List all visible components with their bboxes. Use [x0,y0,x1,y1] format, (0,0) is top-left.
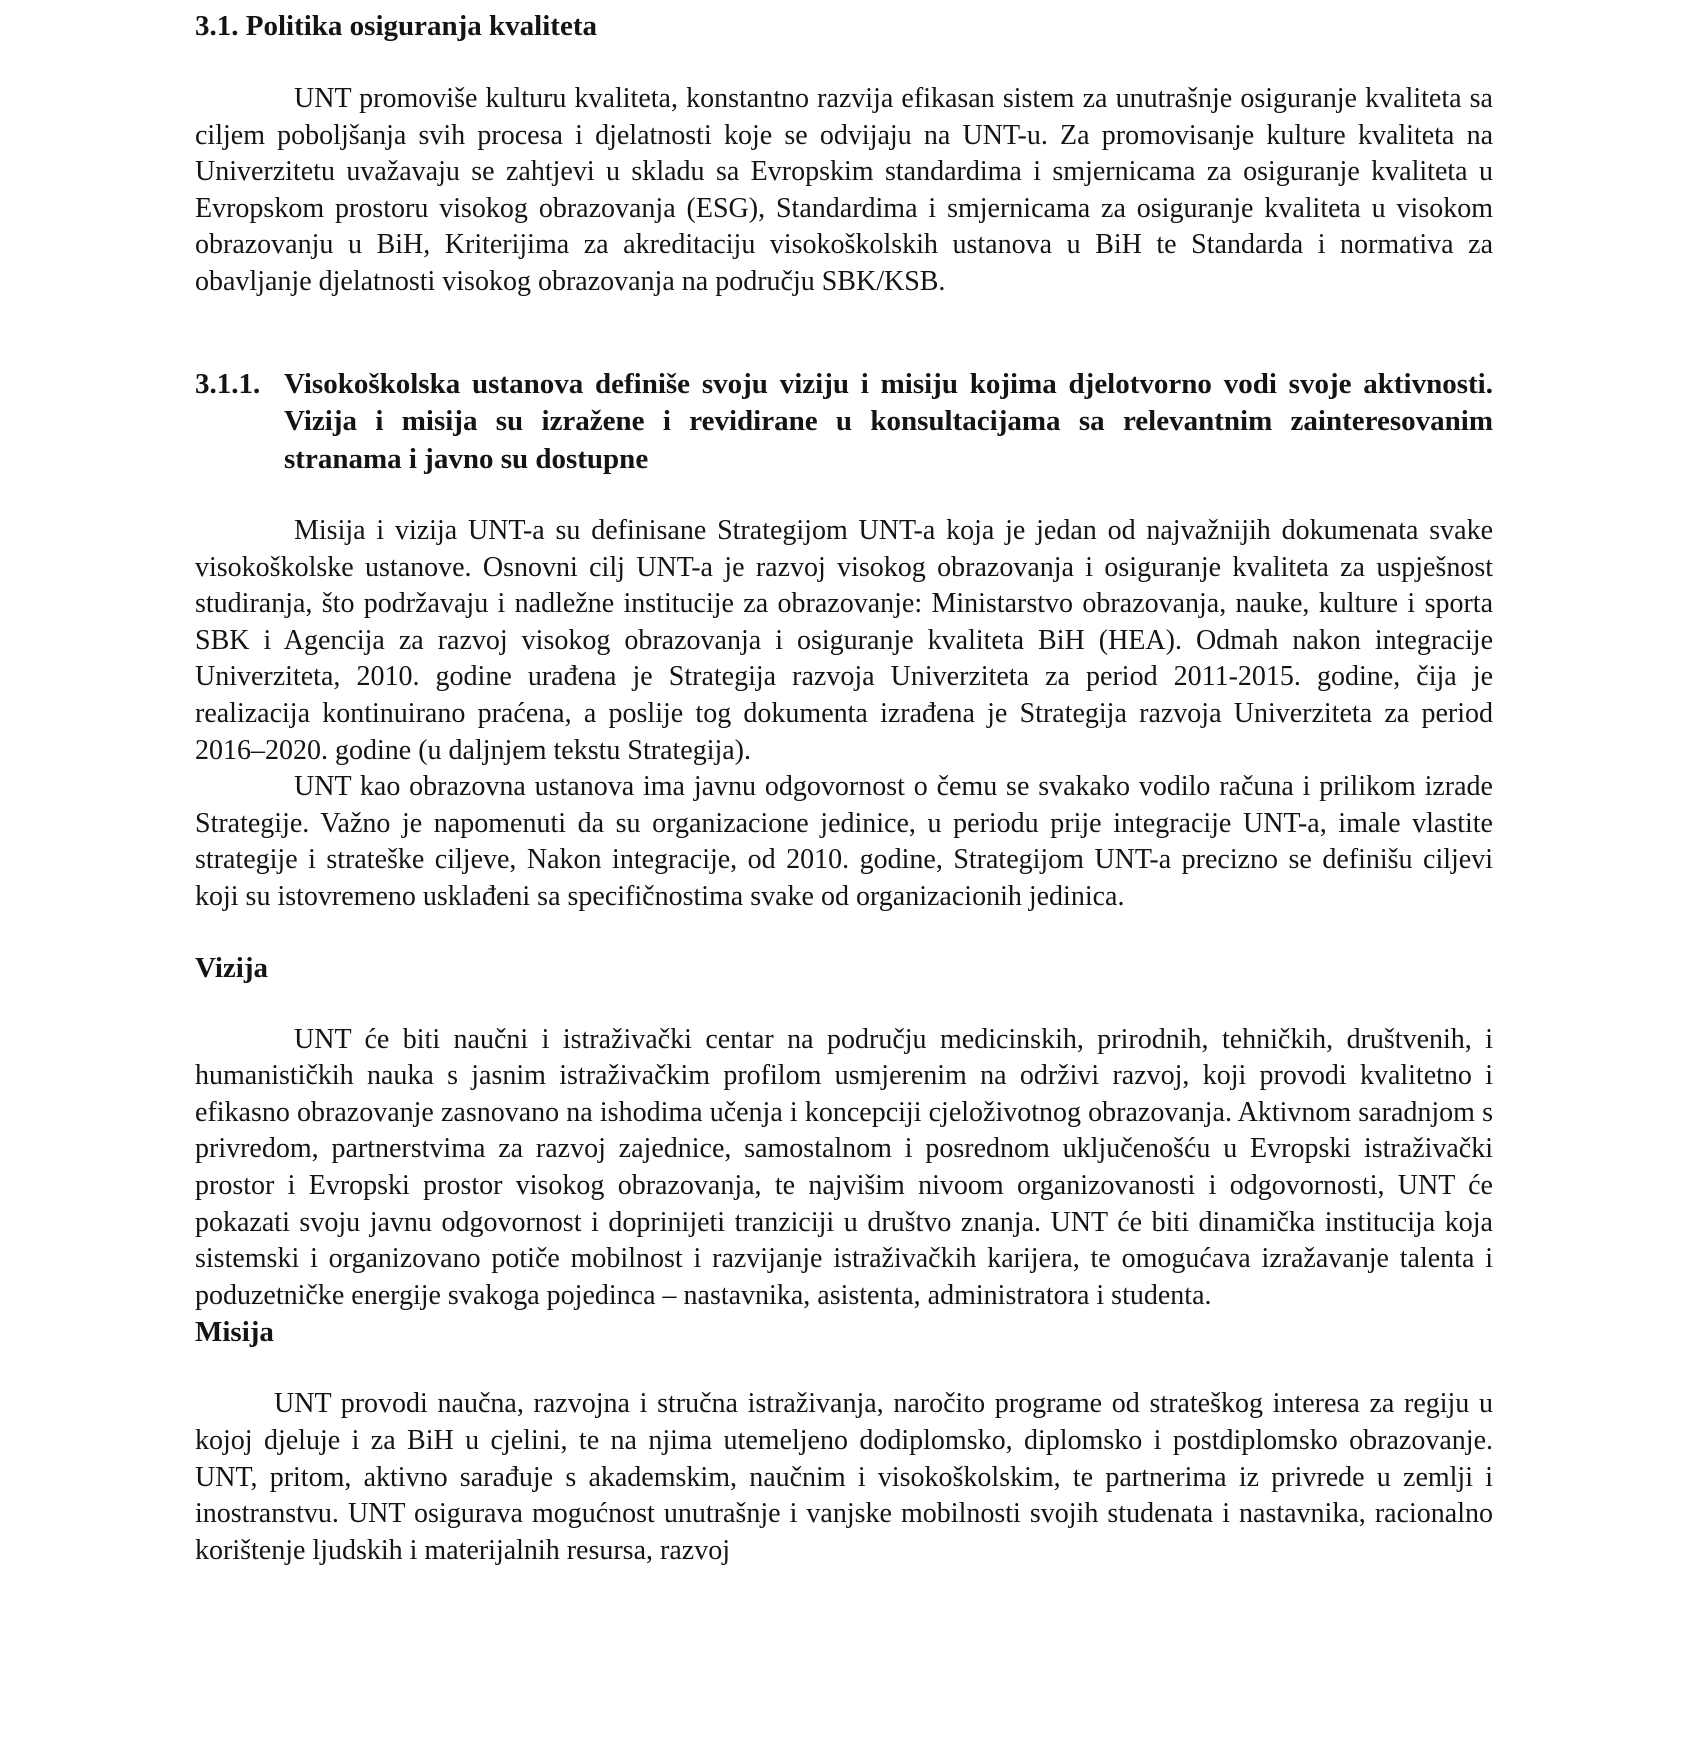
mission-heading: Misija [195,1316,274,1349]
subsection-heading [195,366,1493,479]
vision-paragraph: UNT će biti naučni i istraživački centar na području medicinskih, prirodnih, tehničkih, društvenih, i humanističkih nauka s jasnim istraživačkim profilom usmjerenim na održivi razvoj, koji provodi kvalitetno i efikasno obrazovanje zasnovano na ishodima učenja i koncepciji cjeloživotnog obrazovanja. Aktivnom saradnjom s privredom, partnerstvima za razvoj zajednice, samostalnom i posrednom uključenošću u Evropski istraživački prostor i Evropski prostor visokog obrazovanja, te najvišim nivoom organizovanosti i odgovornosti, UNT će pokazati svoju javnu odgovornost i doprinijeti tranziciji u društvo znanja. UNT će biti dinamička institucija koja sistemski i organizovano potiče mobilnost i razvijanje istraživačkih karijera, te omogućava izražavanje talenta i poduzetničke energije svakoga pojedinca – nastavnika, asistenta, administratora i studenta. [195,1023,1493,1311]
section-paragraph: UNT promoviše kulturu kvaliteta, konstantno razvija efikasan sistem za unutrašnje osiguranje kvaliteta sa ciljem poboljšanja svih procesa i djelatnosti koje se odvijaju na UNT-u. Za promovisanje kulture kvaliteta na Univerzitetu uvažavaju se zahtjevi u skladu sa Evropskim standardima i smjernicama za osiguranje kvaliteta u Evropskom prostoru visokog obrazovanja (ESG), Standardima i smjernicama za osiguranje kvaliteta u visokom obrazovanju u BiH, Kriterijima za akreditaciju visokoškolskih ustanova u BiH te Standarda i normativa za obavljanje djelatnosti visokog obrazovanja na području SBK/KSB. [195,83,1493,297]
section-heading: 3.1. Politika osiguranja kvaliteta [195,10,597,42]
vision-heading: Vizija [195,951,269,984]
subsection-paragraph-2: UNT kao obrazovna ustanova ima javnu odgovornost o čemu se svakako vodilo računa i prilikom izrade Strategije. Važno je napomenuti da su organizacione jedinice, u periodu prije integracije UNT-a, imale vlastite strategije i strateške ciljeve, Nakon integracije, od 2010. godine, Strategijom UNT-a precizno se definišu ciljevi koji su istovremeno usklađeni sa specifičnostima svake od organizacionih jedinica. [195,771,1493,912]
subsection-paragraph-1: Misija i vizija UNT-a su definisane Strategijom UNT-a koja je jedan od najvažnijih dokumenata svake visokoškolske ustanove. Osnovni cilj UNT-a je razvoj visokog obrazovanja i osiguranje kvaliteta za uspješnost studiranja, što podržavaju i nadležne institucije za obrazovanje: Ministarstvo obrazovanja, nauke, kulture i sporta SBK i Agencija za razvoj visokog obrazovanja i osiguranje kvaliteta BiH (HEA). Odmah nakon integracije Univerziteta, 2010. godine urađena je Strategija razvoja Univerziteta za period 2011-2015. godine, čija je realizacija kontinuirano praćena, a poslije tog dokumenta izrađena je Strategija razvoja Univerziteta za period 2016–2020. godine (u daljnjem tekstu Strategija). [195,515,1493,766]
subsection-number: 3.1.1. [195,367,261,400]
subsection-title: Visokoškolska ustanova definiše svoju viziju i misiju kojima djelotvorno vodi svoje aktivnosti. Vizija i misija su izražene i revidirane u konsultacijama sa relevantnim zainteresovanim stranama i javno su dostupne [284,367,1493,475]
document-page [195,8,1493,1569]
mission-paragraph: UNT provodi naučna, razvojna i stručna istraživanja, naročito programe od strateškog interesa za regiju u kojoj djeluje i za BiH u cjelini, te na njima utemeljeno dodiplomsko, diplomsko i postdiplomsko obrazovanje. UNT, pritom, aktivno sarađuje s akademskim, naučnim i visokoškolskim, te partnerima iz privrede u zemlji i inostranstvu. UNT osigurava mogućnost unutrašnje i vanjske mobilnosti svojih studenata i nastavnika, racionalno korištenje ljudskih i materijalnih resursa, razvoj [195,1388,1493,1566]
